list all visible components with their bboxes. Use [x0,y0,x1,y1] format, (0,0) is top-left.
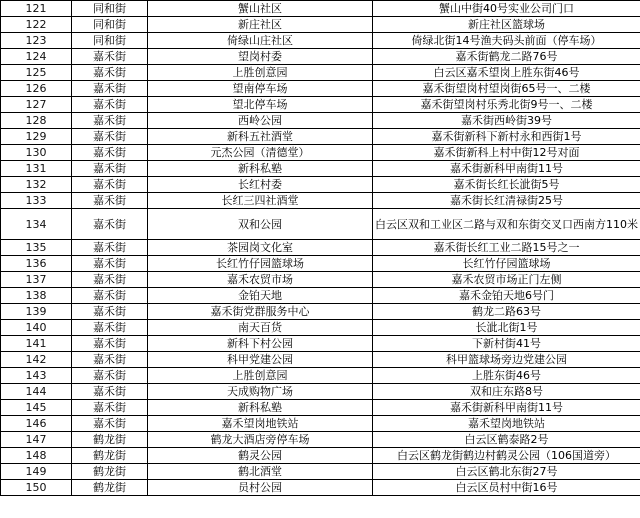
table-row [1,304,640,320]
street-name: 嘉禾街 [72,368,148,384]
street-name: 嘉禾街 [72,256,148,272]
site-address: 嘉禾街新科下新村永和西街1号 [373,129,640,145]
site-name: 南天百货 [148,320,373,336]
site-name: 望岗村委 [148,49,373,65]
street-name: 嘉禾街 [72,336,148,352]
site-name: 蟹山社区 [148,1,373,17]
site-name: 望南停车场 [148,81,373,97]
site-address: 白云区双和工业区二路与双和东街交叉口西南方110米 [373,209,640,240]
street-name: 鹤龙街 [72,448,148,464]
row-number: 134 [1,209,72,240]
row-number: 132 [1,177,72,193]
site-name: 新科五社酒堂 [148,129,373,145]
table-row [1,17,640,33]
table-row [1,161,640,177]
site-name: 天成购物广场 [148,384,373,400]
site-address: 嘉禾望岗地铁站 [373,416,640,432]
row-number: 147 [1,432,72,448]
site-name: 新科私塾 [148,400,373,416]
site-name: 新科下村公园 [148,336,373,352]
street-name: 嘉禾街 [72,272,148,288]
site-address: 嘉禾街新科上村中街12号对面 [373,145,640,161]
site-name: 金铂天地 [148,288,373,304]
site-name: 新庄社区 [148,17,373,33]
street-name: 嘉禾街 [72,65,148,81]
street-name: 嘉禾街 [72,177,148,193]
site-name: 长红竹仔园篮球场 [148,256,373,272]
street-name: 同和街 [72,33,148,49]
row-number: 140 [1,320,72,336]
site-address: 长红竹仔园篮球场 [373,256,640,272]
row-number: 131 [1,161,72,177]
row-number: 142 [1,352,72,368]
street-name: 鹤龙街 [72,464,148,480]
site-address: 嘉禾街新科甲南街11号 [373,161,640,177]
table-row [1,209,640,240]
site-address: 倚绿北街14号渔夫码头前面（停车场） [373,33,640,49]
site-address: 嘉禾街长红长泚街5号 [373,177,640,193]
row-number: 148 [1,448,72,464]
table-row [1,33,640,49]
street-name: 同和街 [72,1,148,17]
table-row [1,384,640,400]
site-name: 望北停车场 [148,97,373,113]
row-number: 125 [1,65,72,81]
site-address: 白云区员村中街16号 [373,480,640,496]
street-name: 嘉禾街 [72,352,148,368]
row-number: 145 [1,400,72,416]
row-number: 141 [1,336,72,352]
site-address: 长泚北街1号 [373,320,640,336]
street-name: 嘉禾街 [72,320,148,336]
street-name: 嘉禾街 [72,240,148,256]
site-name: 新科私塾 [148,161,373,177]
table-row [1,352,640,368]
row-number: 122 [1,17,72,33]
row-number: 135 [1,240,72,256]
site-address: 嘉禾农贸市场正门左侧 [373,272,640,288]
row-number: 139 [1,304,72,320]
site-name: 员村公园 [148,480,373,496]
table-row [1,97,640,113]
row-number: 137 [1,272,72,288]
table-row [1,49,640,65]
site-address: 嘉禾街长红清禄街25号 [373,193,640,209]
site-address: 嘉禾街望岗村望岗街65号一、二楼 [373,81,640,97]
row-number: 144 [1,384,72,400]
table-row [1,416,640,432]
site-address: 嘉禾街西岭街39号 [373,113,640,129]
table-row [1,193,640,209]
site-name: 元杰公园（清德堂） [148,145,373,161]
table-row [1,65,640,81]
street-name: 嘉禾街 [72,209,148,240]
street-name: 嘉禾街 [72,97,148,113]
table-row [1,145,640,161]
table-row [1,320,640,336]
street-name: 嘉禾街 [72,161,148,177]
street-name: 嘉禾街 [72,113,148,129]
site-address: 科甲篮球场旁边党建公园 [373,352,640,368]
site-name: 嘉禾街党群服务中心 [148,304,373,320]
table-row [1,448,640,464]
street-name: 同和街 [72,17,148,33]
row-number: 124 [1,49,72,65]
street-name: 鹤龙街 [72,480,148,496]
row-number: 127 [1,97,72,113]
street-name: 鹤龙街 [72,432,148,448]
site-address: 白云区鹤泰路2号 [373,432,640,448]
street-name: 嘉禾街 [72,400,148,416]
site-address: 嘉禾街鹤龙二路76号 [373,49,640,65]
site-name: 上胜创意园 [148,368,373,384]
site-name: 鹤龙大酒店旁停车场 [148,432,373,448]
table-row [1,464,640,480]
site-address: 鹤龙二路63号 [373,304,640,320]
table-row [1,288,640,304]
street-name: 嘉禾街 [72,145,148,161]
row-number: 130 [1,145,72,161]
row-number: 146 [1,416,72,432]
table-row [1,480,640,496]
site-address: 白云区鹤北东街27号 [373,464,640,480]
table-row [1,336,640,352]
site-address: 上胜东街46号 [373,368,640,384]
site-name: 上胜创意园 [148,65,373,81]
site-name: 嘉禾农贸市场 [148,272,373,288]
site-name: 茶园岗文化室 [148,240,373,256]
site-name: 长红村委 [148,177,373,193]
street-name: 嘉禾街 [72,49,148,65]
street-name: 嘉禾街 [72,416,148,432]
site-address: 蟹山中街40号实业公司门口 [373,1,640,17]
row-number: 123 [1,33,72,49]
row-number: 126 [1,81,72,97]
row-number: 133 [1,193,72,209]
street-name: 嘉禾街 [72,81,148,97]
site-name: 倚绿山庄社区 [148,33,373,49]
street-name: 嘉禾街 [72,384,148,400]
table-row [1,113,640,129]
row-number: 143 [1,368,72,384]
site-address: 嘉禾金铂天地6号门 [373,288,640,304]
site-name: 科甲党建公园 [148,352,373,368]
site-name: 长红三四社酒堂 [148,193,373,209]
site-address: 双和庄东路8号 [373,384,640,400]
table-row [1,1,640,17]
site-name: 鹤灵公园 [148,448,373,464]
row-number: 136 [1,256,72,272]
street-name: 嘉禾街 [72,304,148,320]
site-address: 白云区嘉禾望岗上胜东街46号 [373,65,640,81]
table-row [1,368,640,384]
street-name: 嘉禾街 [72,193,148,209]
site-address: 嘉禾街望岗村乐秀北街9号一、二楼 [373,97,640,113]
table-row [1,129,640,145]
row-number: 149 [1,464,72,480]
row-number: 128 [1,113,72,129]
table-row [1,81,640,97]
location-table-body [1,1,640,496]
table-row [1,400,640,416]
site-name: 西岭公园 [148,113,373,129]
street-name: 嘉禾街 [72,129,148,145]
street-name: 嘉禾街 [72,288,148,304]
table-row [1,256,640,272]
row-number: 138 [1,288,72,304]
row-number: 129 [1,129,72,145]
site-name: 双和公园 [148,209,373,240]
site-address: 白云区鹤龙街鹤边村鹤灵公园（106国道旁） [373,448,640,464]
site-name: 嘉禾望岗地铁站 [148,416,373,432]
site-name: 鹤北酒堂 [148,464,373,480]
table-row [1,240,640,256]
site-address: 新庄社区篮球场 [373,17,640,33]
row-number: 150 [1,480,72,496]
table-row [1,177,640,193]
site-address: 下新村街41号 [373,336,640,352]
table-row [1,272,640,288]
row-number: 121 [1,1,72,17]
table-row [1,432,640,448]
site-address: 嘉禾街长红工业二路15号之一 [373,240,640,256]
site-address: 嘉禾街新科甲南街11号 [373,400,640,416]
